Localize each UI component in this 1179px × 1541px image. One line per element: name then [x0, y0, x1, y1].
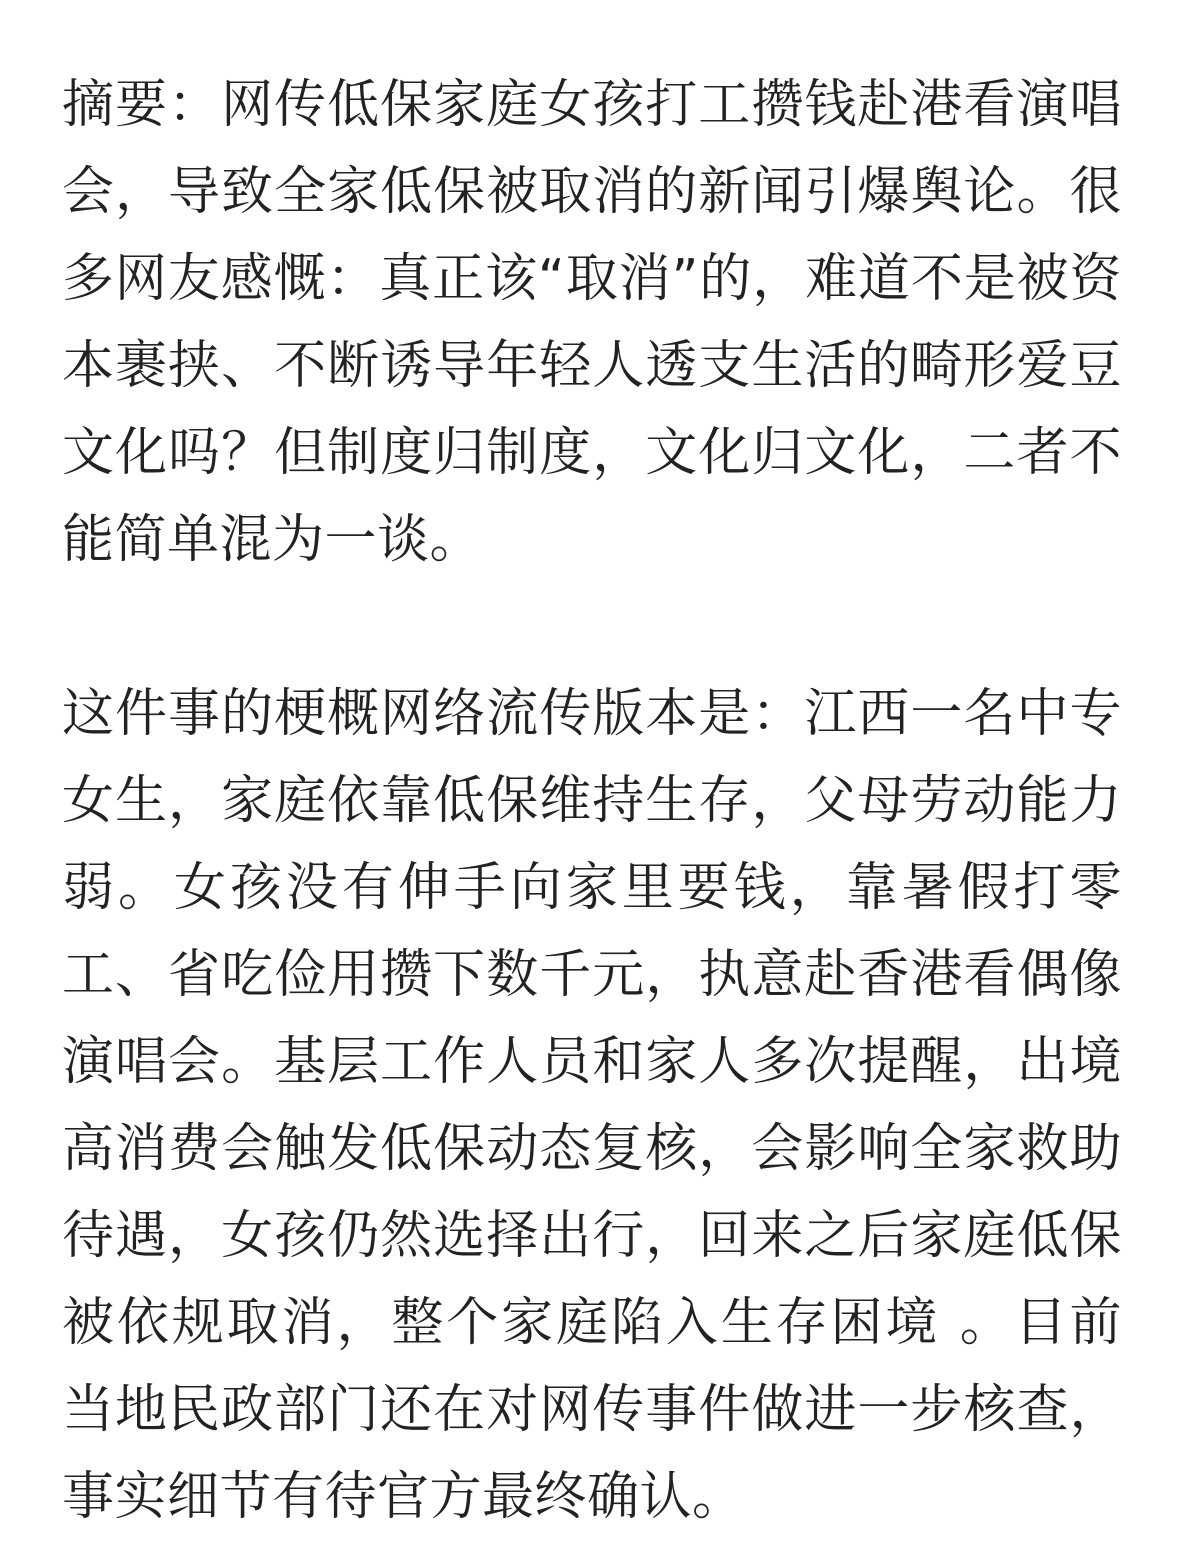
- summary-paragraph: 摘要：网传低保家庭女孩打工攒钱赴港看演唱会，导致全家低保被取消的新闻引爆舆论。很多网友感慨：真正该“取消”的，难道不是被资本裹挟、不断诱导年轻人透支生活的畸形爱豆文化吗？但制度归制度，文化归文化，二者不能简单混为一谈。: [62, 75, 1122, 570]
- article-body: [62, 62, 1122, 1541]
- body-paragraph: 这件事的梗概网络流传版本是：江西一名中专女生，家庭依靠低保维持生存，父母劳动能力弱。女孩没有伸手向家里要钱，靠暑假打零工、省吃俭用攒下数千元，执意赴香港看偶像演唱会。基层工作人员和家人多次提醒，出境高消费会触发低保动态复核，会影响全家救助待遇，女孩仍然选择出行，回来之后家庭低保被依规取消，整个家庭陷入生存困境 。目前当地民政部门还在对网传事件做进一步核查，事实细节有待官方最终确认。: [62, 684, 1122, 1527]
